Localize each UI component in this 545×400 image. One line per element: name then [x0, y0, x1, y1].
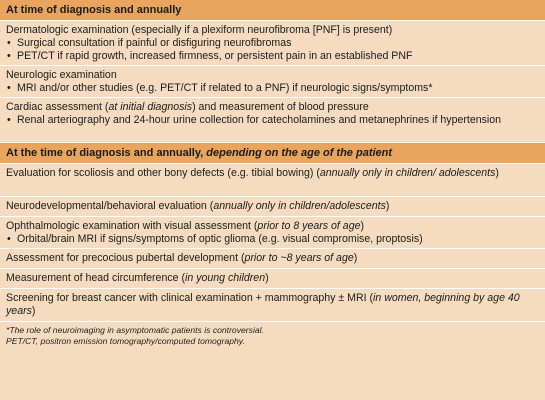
bullet-icon: •: [7, 233, 11, 245]
table-row: [0, 66, 545, 98]
list-item: • MRI and/or other studies (e.g. PET/CT if related to a PNF) if neurologic signs/symptoms*: [7, 82, 433, 94]
bullet-icon: •: [7, 114, 11, 126]
bullet-icon: •: [7, 50, 11, 62]
list-item: • Renal arteriography and 24-hour urine collection for catecholamines and metanephrines if hypertension: [7, 114, 502, 126]
list-item: • PET/CT if rapid growth, increased firmness, or persistent pain in an established PNF: [7, 50, 413, 62]
section-header-annual: At time of diagnosis and annually: [0, 0, 545, 21]
row-title: Dermatologic examination (especially if a plexiform neurofibroma [PNF] is present): [6, 24, 393, 36]
bullet-icon: •: [7, 37, 11, 49]
list-item: • Orbital/brain MRI if signs/symptoms of optic glioma (e.g. visual compromise, proptosis): [7, 233, 423, 245]
bullet-icon: •: [7, 82, 11, 94]
table-row: Ophthalmologic examination with visual assessment (prior to 8 years of age) • Orbital/brain MRI if signs/symptoms of optic glioma (e.g. visual compromise, proptosis): [0, 217, 545, 249]
section-header-age-dependent: At the time of diagnosis and annually, depending on the age of the patient: [0, 143, 545, 164]
table-row: Evaluation for scoliosis and other bony defects (e.g. tibial bowing) (annually only in children/ adolescents): [0, 164, 545, 197]
row-title: Cardiac assessment (at initial diagnosis) and measurement of blood pressure: [6, 101, 369, 113]
table-row: [0, 98, 545, 143]
table-row: Neurodevelopmental/behavioral evaluation (annually only in children/adolescents): [0, 197, 545, 217]
table-row: Screening for breast cancer with clinical examination + mammography ± MRI (in women, beginning by age 40 years): [0, 289, 545, 322]
footnote: *The role of neuroimaging in asymptomatic patients is controversial.: [6, 325, 264, 335]
table-row: Assessment for precocious pubertal development (prior to ~8 years of age): [0, 249, 545, 269]
row-title: Neurologic examination: [6, 69, 117, 81]
footnotes: [0, 322, 545, 350]
table-row: Measurement of head circumference (in young children): [0, 269, 545, 289]
table-row: [0, 21, 545, 66]
list-item: • Surgical consultation if painful or disfiguring neurofibromas: [7, 37, 292, 49]
footnote: PET/CT, positron emission tomography/computed tomography.: [6, 336, 245, 346]
